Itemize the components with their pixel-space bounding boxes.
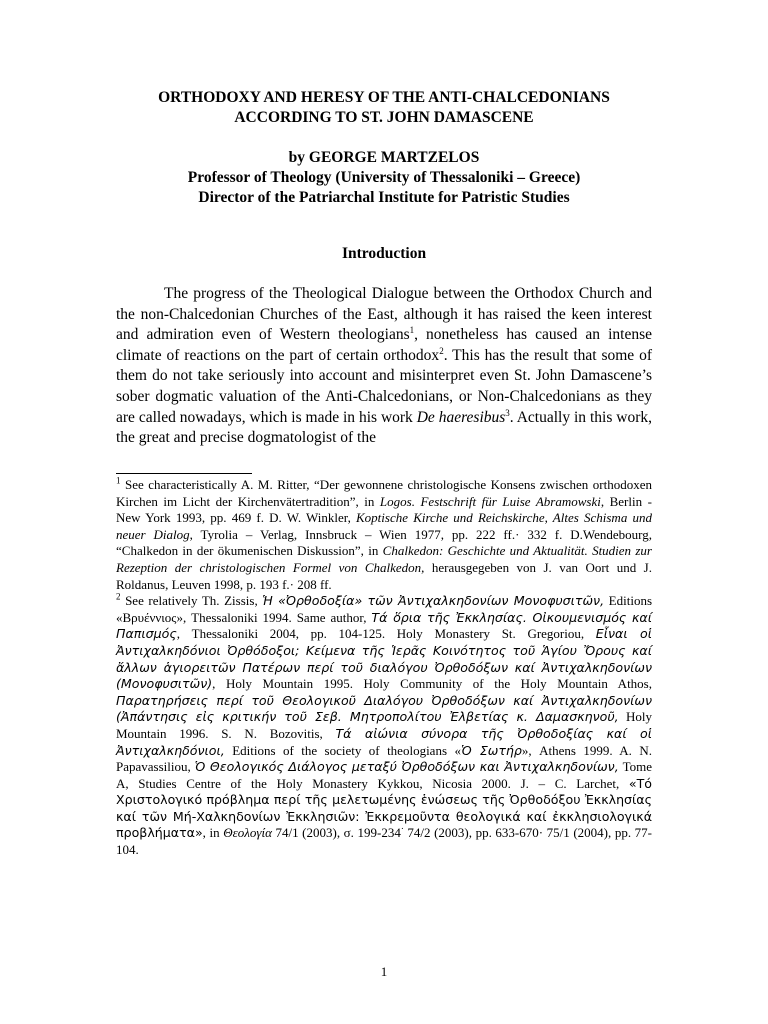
footnote-2-title: Τά αἰώνια σύνορα τῆς Ὀρθοδοξίας καί οἱ Ἀντιχαλκηδόνιοι, [116, 725, 652, 758]
footnote-2-text: , Thessaloniki 2004, pp. 104-125. Holy Monastery St. Gregoriou, [176, 626, 596, 642]
footnote-2-number: 2 [116, 591, 121, 602]
author-block [116, 148, 652, 208]
footnote-ref-1[interactable]: 1 [409, 325, 415, 336]
footnote-1-title: Koptische Kirche und Reichskirche, Altes Schisma und neuer Dialog [116, 510, 652, 542]
footnote-1-number: 1 [116, 475, 121, 486]
footnote-2-title: Εἶναι οἱ Ἀντιχαλκηδόνιοι Ὀρθόδοξοι; Κείμενα τῆς Ἱερᾶς Κοινότητος τοῦ Ἁγίου Ὄρους καί ἄλλων ἁγιορειτῶν Πατέρων περί τοῦ διαλόγου Ὀρθοδόξων καί Ἀντιχαλκηδονίων (Μονοφυσιτῶν) [116, 626, 652, 692]
footnote-separator [116, 473, 252, 474]
footnote-ref-2[interactable]: 2 [439, 345, 444, 356]
footnote-2-text: , Holy Mountain 1995. Holy Community of the Holy Mountain Athos, [212, 676, 652, 692]
paragraph-text-2: , nonetheless has caused an intense climate of reactions on the part of certain orthodox [116, 326, 652, 364]
work-title: De haeresibus [416, 408, 506, 426]
author-name: by GEORGE MARTZELOS [288, 149, 480, 166]
author-position-1: Professor of Theology (University of Thessaloniki – Greece) [187, 169, 581, 186]
intro-paragraph [116, 284, 652, 449]
footnote-2 [116, 593, 652, 859]
paragraph-text-4: . Actually in this work, the great and precise dogmatologist of the [116, 408, 652, 447]
footnote-2-text: 74/1 (2003), σ. 199-234 [271, 825, 401, 841]
footnote-2-text: », Athens 1999. A. N. Papavassiliou, [116, 742, 653, 775]
footnote-2-journal: Θεολογία [223, 825, 272, 841]
footnote-1-text: See characteristically A. M. Ritter, “Der gewonnene christologische Konsens zwischen orthodoxen Kirchen im Licht der Kirchenvätertradition”, in [116, 477, 652, 509]
footnote-1-title: Chalkedon: Geschichte und Aktualität. Studien zur Rezeption der christologischen Formel von Chalkedon, [116, 543, 652, 575]
footnote-2-text: Editions «Βρυέννιος», Thessaloniki 1994. Same author, [116, 593, 653, 625]
title-line-1: ORTHODOXY AND HERESY OF THE ANTI-CHALCEDONIANS [158, 89, 610, 106]
footnote-2-text: , in [202, 825, 224, 841]
footnote-1-text: herausgegeben von J. van Oort und J. Roldanus, Leuven 1998, p. 193 f.· 208 ff. [116, 559, 652, 592]
footnote-2-title: Παρατηρήσεις περί τοῦ Θεολογικοῦ Διαλόγου Ὀρθοδόξων καί Ἀντιχαλκηδονίων (Ἀπάντησις εἰς κριτικήν τοῦ Σεβ. Μητροπολίτου Ἐλβετίας κ. Δαμασκηνοῦ, [116, 692, 652, 725]
footnote-2-title: Τά ὅρια τῆς Ἐκκλησίας. Οἰκουμενισμός καί Παπισμός [116, 609, 652, 642]
page-number: 1 [380, 964, 388, 979]
footnote-2-title: Ὁ Σωτήρ [460, 742, 522, 758]
footnote-1-text: , Tyrolia – Verlag, Innsbruck – Wien 1977, pp. 222 ff.· 332 f. D.Wendebourg, “Chalkedon in der ökumenischen Diskussion”, in [116, 526, 652, 559]
footnote-2-title: Ὁ Θεολογικός Διάλογος μεταξύ Ὀρθοδόξων και Ἀντιχαλκηδονίων, [194, 759, 619, 775]
footnote-2-text: · [400, 824, 404, 835]
paper-title [116, 88, 652, 128]
title-line-2: ACCORDING TO ST. JOHN DAMASCENE [234, 109, 534, 126]
footnote-2-text: 74/2 (2003), pp. 633-670· 75/1 (2004), pp. 77-104. [116, 825, 652, 858]
footnote-1-title: Logos. Festschrift für Luise Abramowski [379, 493, 601, 509]
footnote-2-text: Editions of the society of theologians « [224, 742, 461, 758]
footnote-2-title: «Τό Χριστολογικό πρόβλημα περί τῆς μελετωμένης ἑνώσεως τῆς Ὀρθοδόξου Ἐκκλησίας καί τῶν Μή-Χαλκηδονίων Ἐκκλησιῶν: Ἐκκρεμοῦντα θεολογικά καί ἐκκλησιολογικά προβλήματα» [116, 775, 652, 841]
author-position-2: Director of the Patriarchal Institute for Patristic Studies [198, 189, 570, 206]
section-heading: Introduction [341, 245, 427, 262]
paragraph-text-3: . This has the result that some of them do not take seriously into account and misinterpret even St. John Damascene’s sober dogmatic valuation of the Anti-Chalcedonians, or Non-Chalcedonians as they are called nowadays, which is made in his work [116, 346, 652, 426]
footnote-2-text: See relatively Th. Zissis, [120, 593, 263, 609]
paragraph-text-1: The progress of the Theological Dialogue between the Orthodox Church and the non-Chalcedonian Churches of the East, although it has raised the keen interest and admiration even of Western theologians [116, 285, 652, 344]
footnotes [116, 477, 652, 859]
footnote-1-text: , Berlin - New York 1993, pp. 469 f. D. W. Winkler, [116, 493, 652, 526]
footnote-ref-3[interactable]: 3 [505, 407, 510, 418]
footnote-1 [116, 477, 652, 593]
footnote-2-text: Tome A, Studies Centre of the Holy Monastery Kykkou, Nicosia 2000. J. – C. Larchet, [116, 759, 653, 791]
footnote-2-title: Ἡ «Ὀρθοδοξία» τῶν Ἀντιχαλκηδονίων Μονοφυσιτῶν, [262, 593, 605, 609]
footnote-2-text: Holy Mountain 1996. S. N. Bozovitis, [116, 709, 652, 741]
